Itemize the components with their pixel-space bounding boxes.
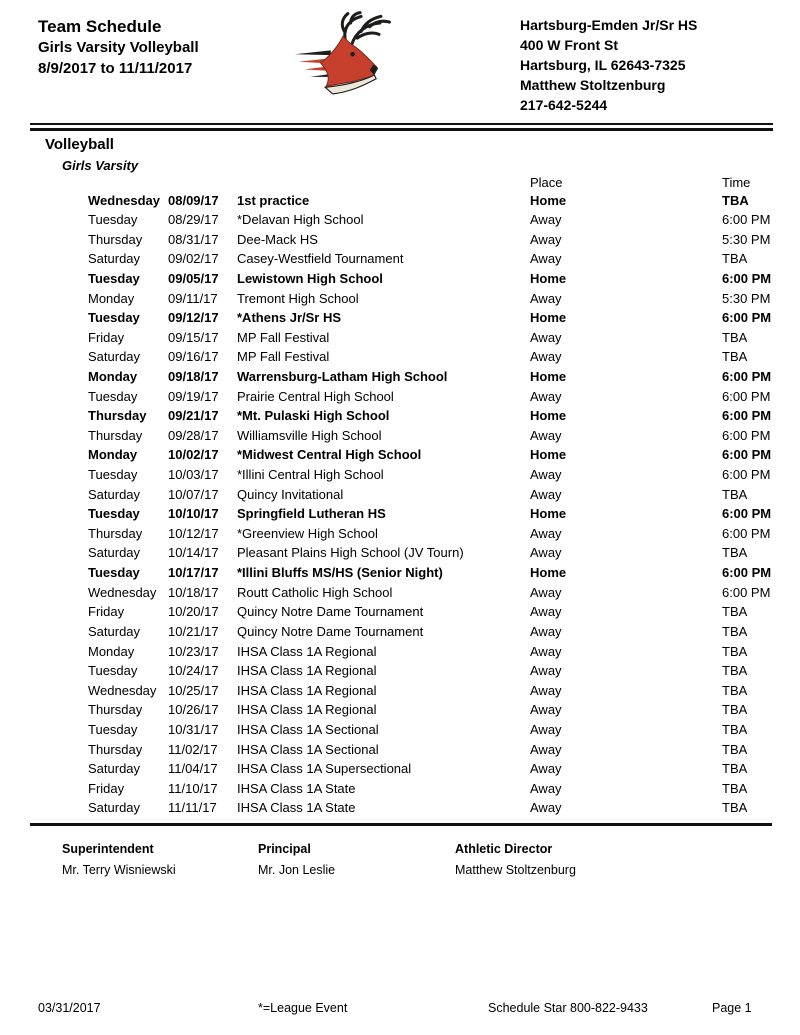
row-date: 11/11/17 [168, 800, 217, 816]
row-day: Thursday [88, 408, 147, 424]
schedule-row [0, 661, 800, 681]
row-day: Friday [88, 780, 125, 796]
row-event: Warrensburg-Latham High School [237, 368, 448, 384]
row-date: 08/29/17 [168, 212, 219, 228]
row-time: 6:00 PM [722, 408, 772, 424]
row-time: 6:00 PM [722, 565, 772, 581]
staff-name: Matthew Stoltzenburg [455, 863, 576, 877]
row-day: Saturday [88, 623, 141, 639]
row-day: Monday [88, 447, 138, 463]
row-place: Away [530, 623, 562, 639]
row-place: Away [530, 761, 562, 777]
row-date: 09/15/17 [168, 329, 219, 345]
row-time: TBA [722, 604, 748, 620]
row-place: Away [530, 251, 562, 267]
row-event: IHSA Class 1A State [237, 800, 356, 816]
school-address: 400 W Front St [520, 37, 619, 53]
footer-page-number: Page 1 [712, 1001, 752, 1015]
schedule-row [0, 269, 800, 289]
row-date: 09/19/17 [168, 388, 219, 404]
row-place: Home [530, 310, 567, 326]
schedule-row [0, 387, 800, 407]
row-time: 6:00 PM [722, 427, 771, 443]
schedule-row [0, 426, 800, 446]
row-date: 09/11/17 [168, 290, 218, 306]
row-event: IHSA Class 1A Regional [237, 663, 377, 679]
team-level-heading: Girls Varsity [62, 158, 139, 173]
row-event: *Mt. Pulaski High School [237, 408, 390, 424]
schedule-row [0, 563, 800, 583]
row-event: MP Fall Festival [237, 329, 330, 345]
row-time: TBA [722, 800, 748, 816]
schedule-row [0, 602, 800, 622]
row-date: 11/10/17 [168, 780, 218, 796]
row-time: 6:00 PM [722, 447, 772, 463]
row-time: 6:00 PM [722, 388, 771, 404]
row-event: *Greenview High School [237, 525, 378, 541]
row-place: Away [530, 467, 562, 483]
row-place: Away [530, 604, 562, 620]
row-event: IHSA Class 1A State [237, 780, 356, 796]
row-day: Tuesday [88, 721, 138, 737]
schedule-row [0, 249, 800, 269]
row-time: TBA [722, 545, 748, 561]
row-date: 10/21/17 [168, 623, 219, 639]
schedule-row [0, 720, 800, 740]
schedule-date-range: 8/9/2017 to 11/11/2017 [38, 60, 193, 77]
row-day: Saturday [88, 545, 141, 561]
row-time: 6:00 PM [722, 368, 772, 384]
row-time: TBA [722, 349, 748, 365]
row-day: Friday [88, 329, 125, 345]
row-day: Friday [88, 604, 125, 620]
table-bottom-divider [30, 823, 772, 826]
row-day: Thursday [88, 741, 143, 757]
row-day: Saturday [88, 800, 141, 816]
staff-name: Mr. Jon Leslie [258, 863, 336, 877]
row-time: TBA [722, 329, 748, 345]
row-event: Quincy Notre Dame Tournament [237, 623, 424, 639]
row-event: IHSA Class 1A Supersectional [237, 761, 412, 777]
header-left [38, 16, 199, 80]
row-time: TBA [722, 721, 748, 737]
schedule-row [0, 642, 800, 662]
row-date: 09/28/17 [168, 427, 219, 443]
row-time: TBA [722, 192, 749, 208]
row-time: 6:00 PM [722, 212, 771, 228]
row-place: Away [530, 212, 562, 228]
row-day: Tuesday [88, 212, 138, 228]
staff-title: Athletic Director [455, 842, 553, 856]
schedule-row [0, 485, 800, 505]
row-time: 6:00 PM [722, 506, 772, 522]
row-time: 6:00 PM [722, 270, 772, 286]
row-day: Saturday [88, 251, 141, 267]
row-date: 10/26/17 [168, 702, 219, 718]
row-day: Saturday [88, 761, 141, 777]
row-date: 09/18/17 [168, 368, 219, 384]
row-event: Springfield Lutheran HS [237, 506, 386, 522]
schedule-row [0, 289, 800, 309]
row-place: Away [530, 643, 562, 659]
row-time: 5:30 PM [722, 231, 771, 247]
row-time: TBA [722, 251, 748, 267]
row-place: Away [530, 545, 562, 561]
schedule-row [0, 759, 800, 779]
column-header-place: Place [530, 175, 563, 190]
row-date: 10/17/17 [168, 565, 219, 581]
row-date: 09/12/17 [168, 310, 219, 326]
row-date: 10/24/17 [168, 663, 219, 679]
row-place: Away [530, 584, 562, 600]
row-time: TBA [722, 780, 748, 796]
row-event: IHSA Class 1A Sectional [237, 721, 379, 737]
row-time: TBA [722, 623, 748, 639]
row-event: *Athens Jr/Sr HS [237, 310, 342, 326]
row-place: Home [530, 368, 567, 384]
row-time: TBA [722, 761, 748, 777]
row-day: Monday [88, 368, 138, 384]
row-event: Tremont High School [237, 290, 359, 306]
row-day: Tuesday [88, 565, 140, 581]
row-time: 6:00 PM [722, 467, 771, 483]
row-place: Away [530, 663, 562, 679]
row-date: 09/02/17 [168, 251, 219, 267]
row-day: Tuesday [88, 506, 140, 522]
row-day: Tuesday [88, 467, 138, 483]
row-place: Away [530, 525, 562, 541]
row-time: 5:30 PM [722, 290, 771, 306]
row-date: 10/07/17 [168, 486, 219, 502]
schedule-row [0, 445, 800, 465]
row-place: Away [530, 231, 562, 247]
staff-name: Mr. Terry Wisniewski [62, 863, 176, 877]
row-time: TBA [722, 702, 748, 718]
school-info [520, 15, 697, 115]
row-date: 09/05/17 [168, 270, 219, 286]
footer-vendor: Schedule Star 800-822-9433 [488, 1001, 648, 1015]
row-date: 08/09/17 [168, 192, 219, 208]
schedule-row [0, 191, 800, 211]
row-day: Saturday [88, 486, 141, 502]
row-day: Thursday [88, 702, 143, 718]
row-date: 09/16/17 [168, 349, 219, 365]
schedule-row [0, 543, 800, 563]
row-place: Home [530, 506, 567, 522]
row-place: Away [530, 780, 562, 796]
row-place: Away [530, 702, 562, 718]
schedule-row [0, 524, 800, 544]
row-day: Monday [88, 643, 135, 659]
row-place: Home [530, 192, 567, 208]
schedule-row [0, 367, 800, 387]
schedule-row [0, 347, 800, 367]
row-place: Away [530, 741, 562, 757]
row-place: Away [530, 721, 562, 737]
schedule-row [0, 779, 800, 799]
schedule-row [0, 230, 800, 250]
sport-heading: Volleyball [45, 136, 114, 153]
school-phone: 217-642-5244 [520, 97, 608, 113]
row-event: Quincy Invitational [237, 486, 344, 502]
row-place: Home [530, 447, 567, 463]
schedule-row [0, 700, 800, 720]
row-day: Saturday [88, 349, 141, 365]
row-event: *Illini Central High School [237, 467, 384, 483]
row-date: 10/20/17 [168, 604, 219, 620]
staff-superintendent [62, 842, 176, 877]
row-time: 6:00 PM [722, 310, 772, 326]
schedule-row [0, 798, 800, 818]
row-event: *Delavan High School [237, 212, 364, 228]
schedule-row [0, 210, 800, 230]
row-event: IHSA Class 1A Regional [237, 682, 377, 698]
row-event: IHSA Class 1A Regional [237, 702, 377, 718]
row-time: TBA [722, 663, 748, 679]
staff-principal [258, 842, 335, 877]
row-date: 10/18/17 [168, 584, 219, 600]
row-place: Away [530, 290, 562, 306]
row-day: Wednesday [88, 584, 157, 600]
row-day: Wednesday [88, 682, 157, 698]
schedule-row [0, 406, 800, 426]
row-date: 11/04/17 [168, 761, 218, 777]
row-place: Away [530, 388, 562, 404]
row-place: Away [530, 682, 562, 698]
row-event: Lewistown High School [237, 270, 383, 286]
schedule-row [0, 308, 800, 328]
row-place: Home [530, 408, 567, 424]
row-event: *Illini Bluffs MS/HS (Senior Night) [237, 565, 443, 581]
row-day: Tuesday [88, 388, 138, 404]
row-date: 10/12/17 [168, 525, 219, 541]
row-event: Dee-Mack HS [237, 231, 318, 247]
schedule-row [0, 583, 800, 603]
row-time: TBA [722, 682, 748, 698]
footer-legend: *=League Event [258, 1001, 348, 1015]
row-date: 10/03/17 [168, 467, 219, 483]
row-place: Home [530, 270, 567, 286]
row-day: Tuesday [88, 310, 140, 326]
row-time: TBA [722, 643, 748, 659]
row-day: Thursday [88, 231, 143, 247]
school-contact: Matthew Stoltzenburg [520, 77, 666, 93]
row-date: 10/14/17 [168, 545, 219, 561]
row-time: 6:00 PM [722, 525, 771, 541]
school-city: Hartsburg, IL 62643-7325 [520, 57, 686, 73]
schedule-row [0, 740, 800, 760]
row-event: IHSA Class 1A Sectional [237, 741, 379, 757]
column-header-time: Time [722, 175, 751, 190]
row-day: Monday [88, 290, 135, 306]
row-date: 09/21/17 [168, 408, 219, 424]
schedule-row [0, 504, 800, 524]
row-event: 1st practice [237, 192, 310, 208]
schedule-row [0, 681, 800, 701]
row-date: 10/10/17 [168, 506, 219, 522]
row-event: *Midwest Central High School [237, 447, 422, 463]
header-divider [30, 123, 773, 131]
row-place: Away [530, 349, 562, 365]
school-name: Hartsburg-Emden Jr/Sr HS [520, 17, 698, 33]
row-event: MP Fall Festival [237, 349, 330, 365]
deer-mascot-icon [293, 8, 397, 108]
row-date: 08/31/17 [168, 231, 219, 247]
row-event: Prairie Central High School [237, 388, 394, 404]
page-title: Team Schedule [38, 17, 162, 36]
staff-athletic-director [455, 842, 576, 877]
row-event: Routt Catholic High School [237, 584, 393, 600]
row-date: 11/02/17 [168, 741, 218, 757]
row-day: Tuesday [88, 270, 140, 286]
row-time: 6:00 PM [722, 584, 771, 600]
row-place: Away [530, 329, 562, 345]
row-date: 10/02/17 [168, 447, 219, 463]
row-event: Pleasant Plains High School (JV Tourn) [237, 545, 464, 561]
team-subtitle: Girls Varsity Volleyball [38, 39, 199, 56]
staff-title: Principal [258, 842, 311, 856]
row-day: Tuesday [88, 663, 138, 679]
schedule-row [0, 622, 800, 642]
row-place: Away [530, 486, 562, 502]
row-place: Away [530, 427, 562, 443]
row-date: 10/31/17 [168, 721, 219, 737]
schedule-row [0, 465, 800, 485]
row-event: Quincy Notre Dame Tournament [237, 604, 424, 620]
row-date: 10/23/17 [168, 643, 219, 659]
row-event: IHSA Class 1A Regional [237, 643, 377, 659]
row-event: Casey-Westfield Tournament [237, 251, 404, 267]
row-time: TBA [722, 486, 748, 502]
row-day: Wednesday [88, 192, 161, 208]
schedule-row [0, 328, 800, 348]
row-place: Away [530, 800, 562, 816]
row-day: Thursday [88, 525, 143, 541]
footer-print-date: 03/31/2017 [38, 1001, 101, 1015]
staff-title: Superintendent [62, 842, 154, 856]
row-place: Home [530, 565, 567, 581]
row-time: TBA [722, 741, 748, 757]
row-day: Thursday [88, 427, 143, 443]
row-event: Williamsville High School [237, 427, 382, 443]
row-date: 10/25/17 [168, 682, 219, 698]
schedule-rows [0, 191, 800, 819]
